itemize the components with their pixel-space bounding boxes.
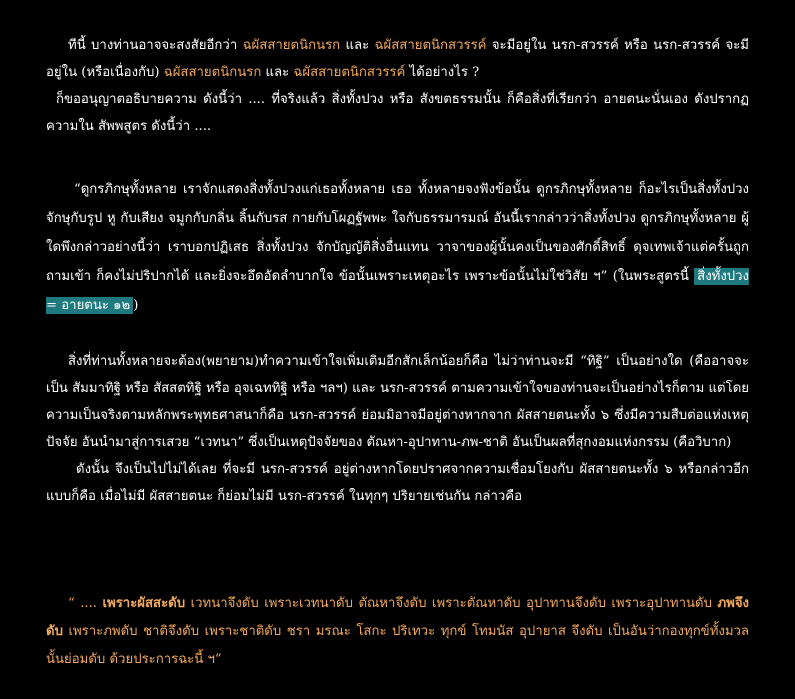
sutta-quote-close: ) [133, 298, 139, 313]
cessation-quote-section [46, 590, 749, 674]
cessation-quote-paragraph [46, 590, 749, 674]
discussion-section [46, 348, 749, 510]
intro-section [46, 32, 749, 140]
sutta-quote-section [46, 175, 749, 320]
term-heaven-link-2: ฉผัสสายตนิกสวรรค์ [293, 65, 406, 80]
term-hell-link-2: ฉผัสสายตนิกนรก [163, 65, 262, 80]
cessation-bold-1: เพราะผัสสะดับ [102, 596, 186, 611]
sutta-quote-text: “ดูกรภิกษุทั้งหลาย เราจักแสดงสิ่งทั้งปวงแก่เธอทั้งหลาย เธอ ทั้งหลายจงฟังข้อนั้น ดูกรภิกษุทั้งหลาย ก็อะไรเป็นสิ่งทั้งปวง จักษุกับรูป หู กับเสียง จมูกกับกลิ่น ลิ้นกับรส กายกับโผฏฐัพพะ ใจกับธรรมารมณ์ อันนี้เรากล่าวว่าสิ่งทั้งปวง ดูกรภิกษุทั้งหลาย ผู้ใดพึงกล่าวอย่างนี้ว่า เราบอกปฏิเสธ สิ่งทั้งปวง จักบัญญัติสิ่งอื่นแทน วาจาของผู้นั้นคงเป็นของศักดิ์สิทธิ์ ดุจเทพเจ้าแต่ครั้นถูกถามเข้า ก็คงไม่ปริปากได้ และยิ่งจะอึดอัดลำบากใจ ข้อนั้นเพราะเหตุอะไร เพราะข้อนั้นไม่ใช่วิสัย ฯ” (ในพระสูตรนี้ [46, 182, 749, 284]
discussion-paragraph-2: ดังนั้น จึงเป็นไปไม่ได้เลย ที่จะมี นรก-สวรรค์ อยู่ต่างหากโดยปราศจากความเชื่อมโยงกับ ผัสสายตนะทั้ง ๖ หรือกล่าวอีกแบบก็คือ เมื่อไม่มี ผัสสายตนะ ก็ย่อมไม่มี นรก-สวรรค์ ในทุกๆ ปริยายเช่นกัน กล่าวคือ [46, 462, 749, 504]
cessation-bold-2: ภพจึงดับ [46, 596, 749, 639]
intro-text-2: และ [340, 38, 375, 53]
explanation-paragraph: ก็ขออนุญาตอธิบายความ ดังนี้ว่า .... ที่จริงแล้ว สิ่งทั้งปวง หรือ สังขตธรรมนั้น ก็คือสิ่งที่เรียกว่า อายตนะนั่นเอง ดังปรากฏความใน สัพพสูตร ดังนี้ว่า .... [46, 92, 749, 134]
cessation-text-1: เวทนาจึงดับ เพราะเวทนาดับ ตัณหาจึงดับ เพราะตัณหาดับ อุปาทานจึงดับ เพราะอุปาทานดับ [185, 596, 718, 611]
sutta-quote-paragraph [46, 175, 749, 320]
term-heaven-link: ฉผัสสายตนิกสวรรค์ [374, 38, 487, 53]
cessation-quote-open: “ .... [68, 596, 103, 611]
cessation-text-2: เพราะภพดับ ชาติจึงดับ เพราะชาติดับ ชรา มรณะ โสกะ ปริเทวะ ทุกข์ โทมนัส อุปายาส จึงดับ เป็นอันว่ากองทุกข์ทั้งมวลนั้นย่อมดับ ด้วยประการฉะนี้ ฯ” [46, 624, 749, 667]
intro-text-3: จะมีอยู่ใน นรก-สวรรค์ หรือ นรก-สวรรค์ จะมีอยู่ใน (หรือเนื่องกับ) [46, 38, 749, 80]
discussion-paragraph-1: สิ่งที่ท่านทั้งหลายจะต้อง(พยายาม)ทำความเข้าใจเพิ่มเติมอีกสักเล็กน้อยก็คือ ไม่ว่าท่านจะมี “ทิฐิ” เป็นอย่างใด (คืออาจจะเป็น สัมมาทิฐิ หรือ สัสสตทิฐิ หรือ อุจเฉททิฐิ หรือ ฯลฯ) และ นรก-สวรรค์ ตามความเข้าใจของท่านจะเป็นอย่างไรก็ตาม แต่โดยความเป็นจริงตามหลักพระพุทธศาสนาก็คือ นรก-สวรรค์ ย่อมมิอาจมีอยู่ต่างหากจาก ผัสสายตนะทั้ง ๖ ซึ่งมีความสืบต่อแห่งเหตุปัจจัย อันนำมาสู่การเสวย “เวทนา” ซึ่งเป็นเหตุปัจจัยของ ตัณหา-อุปาทาน-ภพ-ชาติ อันเป็นผลที่สุกงอมแห่งกรรม (คือวิบาก) [46, 354, 749, 450]
highlighted-text[interactable]: สิ่งทั้งปวง = อายตนะ ๑๒ [46, 269, 749, 313]
intro-text-4: และ [261, 65, 294, 80]
intro-text-1: ทีนี้ บางท่านอาจจะสงสัยอีกว่า [68, 38, 243, 53]
intro-paragraph [46, 32, 749, 86]
term-hell-link: ฉผัสสายตนิกนรก [242, 38, 341, 53]
intro-text-5: ได้อย่างไร ? [405, 65, 480, 80]
